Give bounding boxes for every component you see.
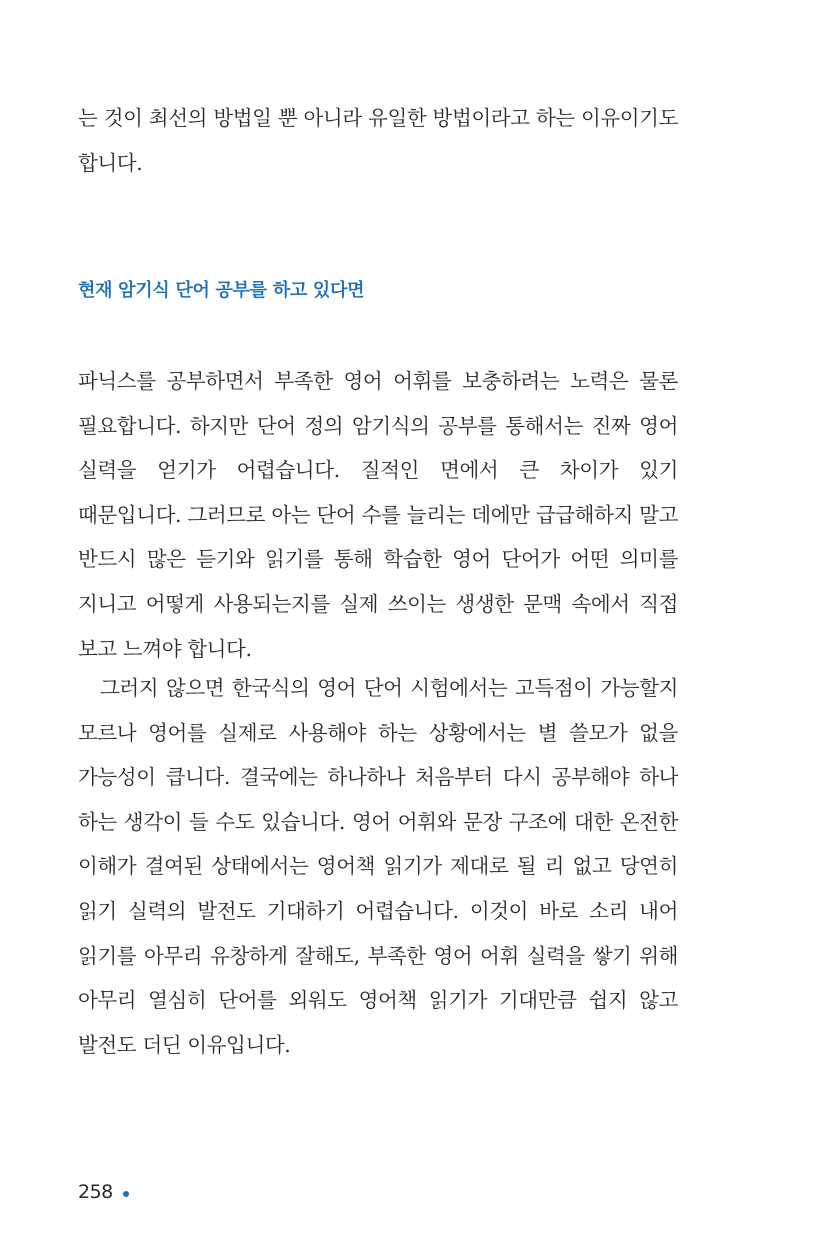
section-heading: 현재 암기식 단어 공부를 하고 있다면 (78, 280, 365, 301)
body-paragraph: 그러지 않으면 한국식의 영어 단어 시험에서는 고득점이 가능할지 모르나 영어를 실제로 사용해야 하는 상황에서는 별 쓸모가 없을 가능성이 큽니다. 결국에는 하나하나 처음부터 다시 공부해야 하나 하는 생각이 들 수도 있습니다. 영어 어휘와 문장 구조에 대한 온전한 이해가 결여된 상태에서는 영어책 읽기가 제대로 될 리 없고 당연히 읽기 실력의 발전도 기대하기 어렵습니다. 이것이 바로 소리 내어 읽기를 아무리 유창하게 잘해도, 부족한 영어 어휘 실력을 쌓기 위해 아무리 열심히 단어를 외워도 영어책 읽기가 기대만큼 쉽지 않고 발전도 더딘 이유입니다. (78, 676, 678, 1057)
continued-paragraph: 는 것이 최선의 방법일 뿐 아니라 유일한 방법이라고 하는 이유이기도 합니다. (78, 106, 678, 175)
body-paragraph: 파닉스를 공부하면서 부족한 영어 어휘를 보충하려는 노력은 물론 필요합니다. 하지만 단어 정의 암기식의 공부를 통해서는 진짜 영어 실력을 얻기가 어렵습니다. 질적인 면에서 큰 차이가 있기 때문입니다. 그러므로 아는 단어 수를 늘리는 데에만 급급해하지 말고 반드시 많은 듣기와 읽기를 통해 학습한 영어 단어가 어떤 의미를 지니고 어떻게 사용되는지를 실제 쓰이는 생생한 문맥 속에서 직접 보고 느껴야 합니다. (78, 369, 678, 661)
bullet-dot-icon (123, 1191, 129, 1197)
page-number: 258 (78, 1181, 113, 1203)
page-footer (78, 1176, 129, 1208)
